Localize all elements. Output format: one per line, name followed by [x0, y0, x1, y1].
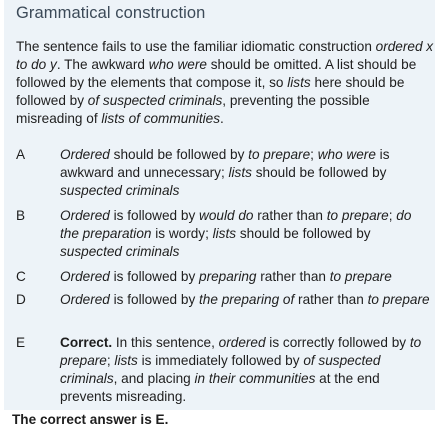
option-run: ;: [388, 208, 397, 223]
option-run: is awkward and unnecessary;: [60, 147, 390, 180]
option-run: rather than: [253, 208, 327, 223]
option-run: to prepare: [329, 269, 392, 284]
option-run: in their communities: [194, 371, 316, 386]
option-run: Ordered: [60, 208, 110, 223]
option-letter: D: [16, 292, 26, 307]
option-run: ;: [106, 353, 115, 368]
intro-run: lists: [287, 75, 311, 90]
explanation-panel: [4, 0, 435, 410]
option-run: suspected criminals: [60, 244, 180, 259]
option-run: is wordy;: [151, 226, 213, 241]
option-run: rather than: [256, 269, 330, 284]
option-run: should be followed by: [251, 165, 387, 180]
option-letter: C: [16, 269, 26, 284]
option-run: rather than: [294, 292, 368, 307]
intro-run: should be omitted. A list should be followed by the elements that compose it, so: [16, 57, 417, 90]
option-text: [60, 291, 432, 309]
option-run: is followed by: [109, 269, 200, 284]
option-run: do the preparation: [60, 208, 412, 241]
option-letter: B: [16, 208, 26, 223]
intro-run: . The awkward: [56, 57, 149, 72]
intro-run: lists of communities: [101, 111, 220, 126]
option-letter: A: [16, 147, 26, 162]
intro-run: who were: [148, 57, 207, 72]
option-run: is immediately followed by: [137, 353, 304, 368]
option-run: suspected criminals: [60, 183, 180, 198]
option-run: at the end prevents misreading.: [60, 371, 380, 404]
option-run: , and placing: [113, 371, 195, 386]
correct-answer-statement: The correct answer is E.: [12, 412, 169, 427]
option-run: Ordered: [60, 269, 110, 284]
intro-run: ordered x to do y: [16, 39, 434, 72]
option-run: lists: [212, 226, 237, 241]
option-text: [60, 207, 432, 261]
option-run: to prepare: [367, 292, 430, 307]
option-run: to prepare: [326, 208, 389, 223]
option-text: [60, 334, 432, 406]
option-run: should be followed by: [109, 147, 249, 162]
option-run: is followed by: [109, 292, 200, 307]
option-run: the preparing of: [199, 292, 295, 307]
option-run: ordered: [218, 335, 266, 350]
option-run: ;: [310, 147, 318, 162]
explanation-paragraph: [16, 38, 434, 128]
option-run: is correctly followed by: [265, 335, 410, 350]
option-run: preparing: [199, 269, 257, 284]
intro-run: The sentence fails to use the familiar idiomatic construction: [16, 39, 376, 54]
option-run: to prepare: [60, 335, 422, 368]
option-run: to prepare: [248, 147, 311, 162]
option-run: Ordered: [60, 292, 110, 307]
option-run: would do: [199, 208, 254, 223]
option-run: In this sentence,: [112, 335, 219, 350]
option-run: lists: [228, 165, 252, 180]
section-heading: Grammatical construction: [16, 4, 206, 22]
intro-run: .: [220, 111, 224, 126]
option-run: who were: [317, 147, 376, 162]
option-run: of suspected criminals: [60, 353, 381, 386]
option-letter: E: [16, 335, 26, 350]
option-run: Ordered: [60, 147, 110, 162]
intro-run: of suspected criminals: [87, 93, 223, 108]
option-run: should be followed by: [236, 226, 371, 241]
option-text: [60, 268, 432, 286]
option-text: [60, 146, 432, 200]
option-run: lists: [114, 353, 138, 368]
correct-label: Correct.: [60, 335, 113, 350]
option-run: is followed by: [109, 208, 200, 223]
intro-run: , preventing the possible misreading of: [16, 93, 370, 126]
intro-run: here should be followed by: [16, 75, 405, 108]
